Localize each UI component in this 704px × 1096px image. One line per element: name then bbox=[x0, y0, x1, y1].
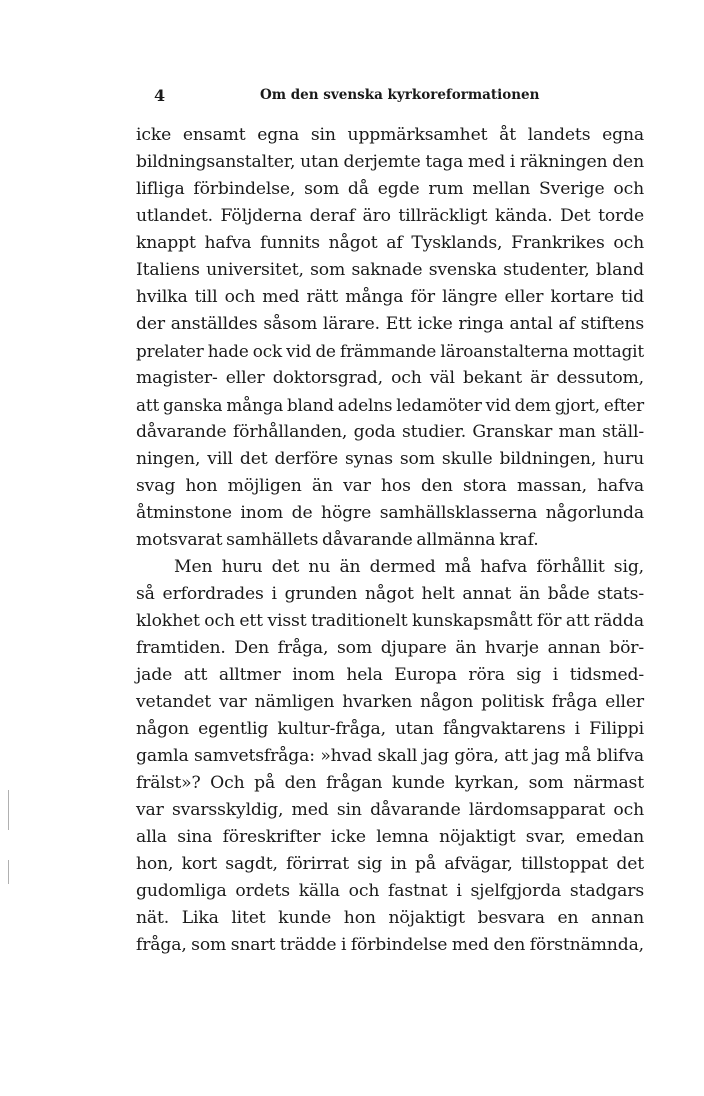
paragraph-start-line: Men huru det nu än dermed må hafva förhållit sig, bbox=[174, 557, 644, 577]
running-head: Om den svenska kyrkoreformationen bbox=[260, 87, 540, 103]
text-line: lifliga förbindelse, som då egde rum mellan Sverige och bbox=[136, 179, 644, 199]
text-line: magister- eller doktorsgrad, och väl bekant är dessutom, bbox=[136, 368, 644, 388]
text-line: utlandet. Följderna deraf äro tillräckligt kända. Det torde bbox=[136, 206, 644, 226]
page-header bbox=[136, 86, 644, 112]
text-line: nät. Lika litet kunde hon nöjaktigt besvara en annan bbox=[136, 908, 644, 928]
text-line: vetandet var nämligen hvarken någon politisk fråga eller bbox=[136, 692, 644, 712]
text-line: så erfordrades i grunden något helt annat än både stats- bbox=[136, 584, 644, 604]
text-line: Italiens universitet, som saknade svenska studenter, bland bbox=[136, 260, 644, 280]
text-line: hon, kort sagdt, förirrat sig in på afvägar, tillstoppat det bbox=[136, 854, 644, 874]
text-line: klokhet och ett visst traditionelt kunskapsmått för att rädda bbox=[136, 611, 644, 631]
text-line: jade att alltmer inom hela Europa röra sig i tidsmed- bbox=[136, 665, 644, 685]
text-line: alla sina föreskrifter icke lemna nöjaktigt svar, emedan bbox=[136, 827, 644, 847]
text-line: prelater hade ock vid de främmande läroanstalterna mottagit bbox=[136, 341, 644, 361]
text-line: knappt hafva funnits något af Tysklands, Frankrikes och bbox=[136, 233, 644, 253]
text-line: gudomliga ordets källa och fastnat i sjelfgjorda stadgars bbox=[136, 881, 644, 901]
text-line: svag hon möjligen än var hos den stora massan, hafva bbox=[136, 476, 644, 496]
paragraph-end-line: motsvarat samhällets dåvarande allmänna kraf. bbox=[136, 530, 539, 550]
text-line: dåvarande förhållanden, goda studier. Granskar man ställ- bbox=[136, 422, 644, 442]
text-line: frälst»? Och på den frågan kunde kyrkan, som närmast bbox=[136, 773, 644, 793]
text-line: att ganska många bland adelns ledamöter vid dem gjort, efter bbox=[136, 395, 644, 415]
text-line: ningen, vill det derföre synas som skulle bildningen, huru bbox=[136, 449, 644, 469]
scan-margin-mark bbox=[8, 860, 9, 884]
scan-margin-mark bbox=[8, 790, 9, 830]
text-line: bildningsanstalter, utan derjemte taga med i räkningen den bbox=[136, 152, 644, 172]
text-line: var svarsskyldig, med sin dåvarande lärdomsapparat och bbox=[136, 800, 644, 820]
text-line: hvilka till och med rätt många för längre eller kortare tid bbox=[136, 287, 644, 307]
text-line: framtiden. Den fråga, som djupare än hvarje annan bör- bbox=[136, 638, 644, 658]
text-line: der anställdes såsom lärare. Ett icke ringa antal af stiftens bbox=[136, 314, 644, 334]
text-line: någon egentlig kultur-fråga, utan fångvaktarens i Filippi bbox=[136, 719, 644, 739]
text-line: åtminstone inom de högre samhällsklasserna någorlunda bbox=[136, 503, 644, 523]
page-number: 4 bbox=[154, 86, 166, 105]
text-line: fråga, som snart trädde i förbindelse med den förstnämnda, bbox=[136, 935, 644, 955]
body-text bbox=[136, 122, 644, 959]
text-line: gamla samvetsfråga: »hvad skall jag göra, att jag må blifva bbox=[136, 746, 644, 766]
text-line: icke ensamt egna sin uppmärksamhet åt landets egna bbox=[136, 125, 644, 145]
